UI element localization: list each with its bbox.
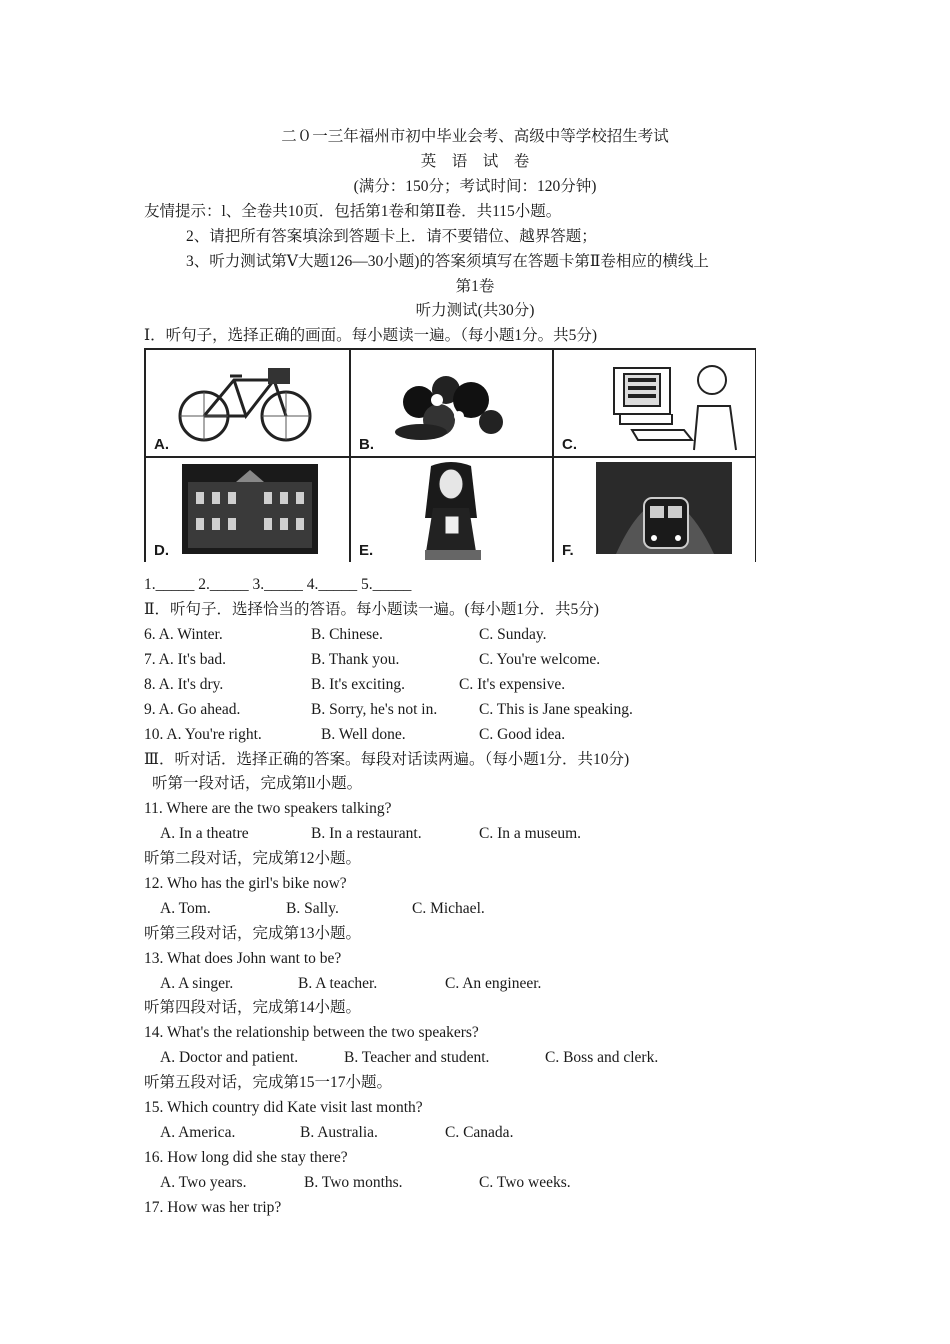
answer-blanks: 1._____ 2._____ 3._____ 4._____ 5._____ (144, 576, 412, 593)
picture-c (552, 350, 755, 456)
question-10: 10. A. You're right. B. Well done. C. Good idea. (144, 726, 566, 743)
question-8: 8. A. It's dry. B. It's exciting. C. It's expensive. (144, 676, 566, 693)
question-9: 9. A. Go ahead. B. Sorry, he's not in. C. This is Jane speaking. (144, 701, 633, 718)
computer-user-icon (554, 350, 755, 456)
dialogue-5-note: 听第五段对话，完成第15一17小题。 (144, 1074, 393, 1091)
food-icon (351, 350, 552, 456)
question-13: 13. What does John want to be? (144, 950, 342, 967)
question-11-options: A. In a theatre B. In a restaurant. C. In a museum. (160, 825, 582, 842)
section3-heading: Ⅲ．听对话．选择正确的答案。每段对话读两遍。（每小题1分．共10分) (144, 751, 630, 768)
volume-title: 第1卷 (455, 278, 495, 295)
question-12-options: A. Tom. B. Sally. C. Michael. (160, 900, 485, 917)
picture-d (146, 456, 349, 562)
subway-train-icon (554, 458, 755, 562)
picture-a (146, 350, 349, 456)
picture-e (349, 456, 552, 562)
picture-grid (144, 348, 756, 562)
picture-b-label: B. (359, 436, 374, 453)
bicycle-icon (146, 350, 349, 456)
picture-f-label: F. (562, 542, 574, 559)
question-14: 14. What's the relationship between the two speakers? (144, 1024, 479, 1041)
picture-b (349, 350, 552, 456)
question-6: 6. A. Winter. B. Chinese. C. Sunday. (144, 626, 547, 643)
building-icon (146, 458, 349, 562)
listening-title: 听力测试(共30分) (415, 302, 535, 319)
dialogue-4-note: 听第四段对话，完成第14小题。 (144, 999, 362, 1016)
question-15: 15. Which country did Kate visit last month? (144, 1099, 423, 1116)
exam-subject: 英 语 试 卷 (420, 153, 530, 170)
question-16: 16. How long did she stay there? (144, 1149, 348, 1166)
picture-d-label: D. (154, 542, 169, 559)
picture-a-label: A. (154, 436, 169, 453)
question-11: 11. Where are the two speakers talking? (144, 800, 392, 817)
dialogue-3-note: 听第三段对话，完成第13小题。 (144, 925, 362, 942)
tip-2: 2、请把所有答案填涂到答题卡上．请不要错位、越界答题； (186, 228, 597, 245)
question-7: 7. A. It's bad. B. Thank you. C. You're welcome. (144, 651, 601, 668)
score-time: (满分：150分；考试时间：120分钟) (353, 178, 597, 195)
section2-heading: Ⅱ．听句子．选择恰当的答语。每小题读一遍。(每小题1分．共5分) (144, 601, 599, 618)
section1-heading: Ⅰ．听句子，选择正确的画面。每小题读一遍。（每小题1分。共5分) (144, 327, 598, 344)
dialogue-2-note: 昕第二段对话，完成第12小题。 (144, 850, 362, 867)
tip-1: 友情提示：l、全卷共10页．包括第1卷和第Ⅱ卷．共115小题。 (144, 203, 562, 220)
question-16-options: A. Two years. B. Two months. C. Two weeks. (160, 1174, 571, 1191)
question-15-options: A. America. B. Australia. C. Canada. (160, 1124, 514, 1141)
exam-title: 二０一三年福州市初中毕业会考、高级中等学校招生考试 (281, 128, 669, 145)
picture-f (552, 456, 755, 562)
picture-e-label: E. (359, 542, 374, 559)
question-17: 17. How was her trip? (144, 1199, 282, 1216)
question-14-options: A. Doctor and patient. B. Teacher and student. C. Boss and clerk. (160, 1049, 659, 1066)
dialogue-1-note: 听第一段对话，完成第ll小题。 (152, 775, 363, 792)
picture-c-label: C. (562, 436, 577, 453)
tip-3: 3、听力测试第Ⅴ大题126—30小题)的答案须填写在答题卡第Ⅱ卷相应的横线上 (186, 253, 709, 270)
question-12: 12. Who has the girl's bike now? (144, 875, 347, 892)
girl-icon (351, 458, 552, 562)
question-13-options: A. A singer. B. A teacher. C. An engineer. (160, 975, 542, 992)
